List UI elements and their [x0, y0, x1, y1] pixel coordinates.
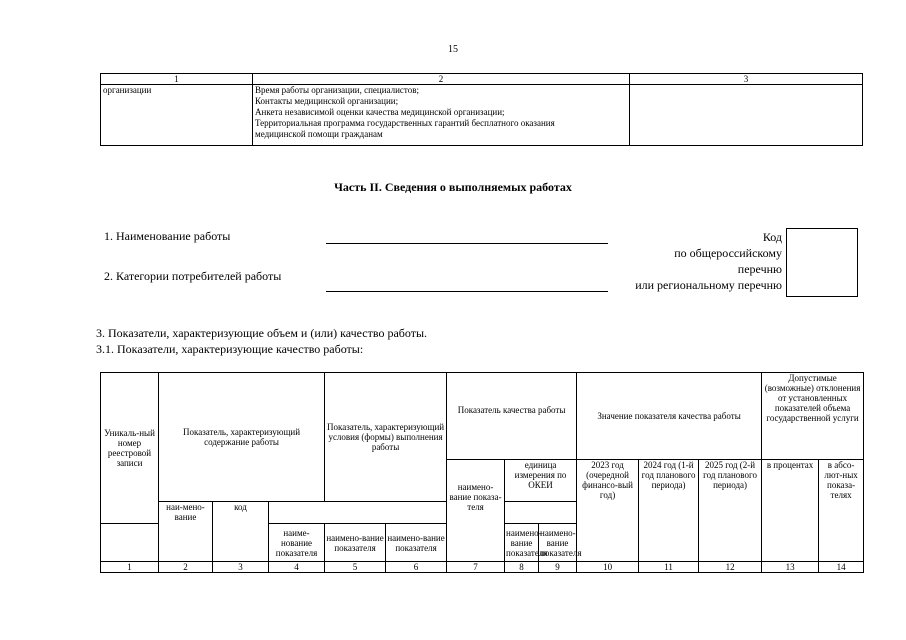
top-table-line: Территориальная программа государственных гарантий бесплатного оказания [255, 118, 555, 128]
column-number: 9 [539, 562, 577, 573]
unit-okei-header: единица измерения по ОКЕИ [505, 460, 577, 502]
work-name-line[interactable] [326, 231, 608, 244]
unique-number-subcell [101, 524, 159, 562]
year-2025-header: 2025 год (2-й год планового периода) [699, 460, 762, 562]
year-2024-header: 2024 год (1-й год планового периода) [639, 460, 699, 562]
column-number: 3 [213, 562, 269, 573]
consumers-line[interactable] [326, 279, 608, 292]
column-number: 8 [505, 562, 539, 573]
top-table-header-3: 3 [630, 74, 863, 85]
column-number: 10 [577, 562, 639, 573]
quality-value-header: Значение показателя качества работы [577, 373, 762, 460]
top-table-header-1: 1 [101, 74, 253, 85]
top-table-row [101, 85, 863, 146]
conditions-sub-name-2: наимено-вание показателя [539, 524, 577, 562]
content-sub-name-3: наимено-вание показателя [386, 524, 447, 562]
column-number: 1 [101, 562, 159, 573]
in-absolute-header: в абсо-лют-ных показа-телях [819, 460, 864, 562]
in-percent-header: в процентах [762, 460, 819, 562]
column-number: 4 [269, 562, 325, 573]
column-numbers-row [101, 562, 864, 573]
part-title: Часть II. Сведения о выполняемых работах [334, 180, 572, 194]
quality-indicator-header: Показатель качества работы [447, 373, 577, 460]
work-name-label: 1. Наименование работы [104, 229, 231, 243]
column-number: 13 [762, 562, 819, 573]
top-table-cell-2 [253, 85, 630, 146]
allowed-deviations-header: Допустимые (возможные) отклонения от установленных показателей объема государственной услуги [762, 373, 864, 460]
column-number: 7 [447, 562, 505, 573]
column-number: 14 [819, 562, 864, 573]
column-number: 12 [699, 562, 762, 573]
top-table-line: медицинской помощи гражданам [255, 129, 383, 139]
unique-number-header: Уникаль-ный номер реестровой записи [101, 373, 159, 524]
conditions-indicator-header: Показатель, характеризующий условия (формы) выполнения работы [325, 373, 447, 502]
code-label [580, 229, 782, 293]
conditions-sub-name-1: наимено-вание показателя [505, 524, 539, 562]
code-box[interactable] [786, 228, 858, 297]
consumers-label: 2. Категории потребителей работы [104, 269, 282, 283]
code-label-line: или региональному перечню [635, 278, 782, 292]
content-sub-name-2: наимено-вание показателя [325, 524, 386, 562]
top-table-header-row [101, 74, 863, 85]
page-number: 15 [448, 44, 458, 55]
top-table-header-2: 2 [253, 74, 630, 85]
quality-table [100, 372, 864, 573]
top-table-line: Время работы организации, специалистов; [255, 85, 419, 95]
column-number: 5 [325, 562, 386, 573]
top-table [100, 73, 863, 146]
top-table-line: Контакты медицинской организации; [255, 96, 399, 106]
section-3-1-title: 3.1. Показатели, характеризующие качество работы: [96, 342, 364, 356]
code-label-line: Код [762, 230, 782, 244]
unit-name-header: наи-мено-вание [159, 502, 213, 562]
column-number: 6 [386, 562, 447, 573]
top-table-cell-1: организации [101, 85, 253, 146]
content-sub-name-1: наиме-нование показателя [269, 524, 325, 562]
column-number: 11 [639, 562, 699, 573]
content-indicator-header: Показатель, характеризующий содержание работы [159, 373, 325, 502]
unit-code-header: код [213, 502, 269, 562]
year-2023-header: 2023 год (очередной финансо-вый год) [577, 460, 639, 562]
code-label-line: перечню [737, 262, 782, 276]
top-table-line: Анкета независимой оценки качества медицинской организации; [255, 107, 505, 117]
code-label-line: по общероссийскому [674, 246, 782, 260]
indicator-name-header: наимено-вание показа-теля [447, 460, 505, 562]
column-number: 2 [159, 562, 213, 573]
section-3-title: 3. Показатели, характеризующие объем и (или) качество работы. [96, 326, 428, 340]
top-table-cell-3 [630, 85, 863, 146]
